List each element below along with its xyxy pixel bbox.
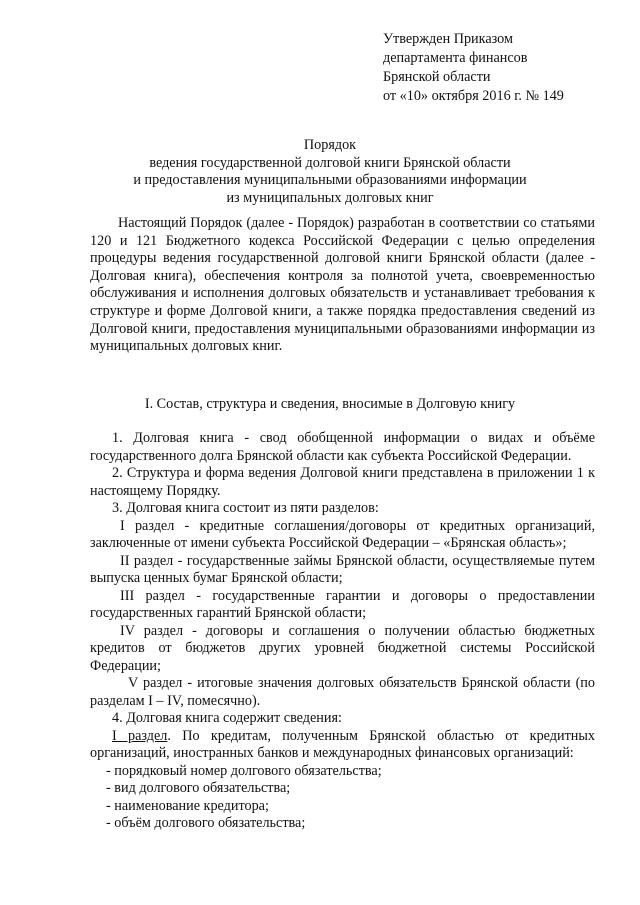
approval-line-3: Брянской области bbox=[383, 69, 491, 85]
section-item-5: V раздел - итоговые значения долговых обязательств Брянской области (по разделам I – IV, помесячно). bbox=[90, 675, 595, 709]
section-heading: I. Состав, структура и сведения, вносимые в Долговую книгу bbox=[144, 396, 516, 412]
paragraph-3: 3. Долговая книга состоит из пяти разделов: bbox=[112, 500, 379, 516]
paragraph-2: 2. Структура и форма ведения Долговой книги представлена в приложении 1 к настоящему Порядку. bbox=[90, 465, 595, 499]
section-item-3: III раздел - государственные гарантии и договоры о предоставлении государственных гарантий Брянской области; bbox=[90, 587, 595, 621]
section-item-1: I раздел - кредитные соглашения/договоры от кредитных организаций, заключенные от имени субъекта Российской Федерации – «Брянская область»; bbox=[90, 517, 595, 551]
title-line-4: из муниципальных долговых книг bbox=[226, 189, 434, 206]
approval-line-4: от «10» октября 2016 г. № 149 bbox=[383, 88, 564, 104]
section-item-4: IV раздел - договоры и соглашения о получении областью бюджетных кредитов от бюджетов других уровней бюджетной системы Российской Федерации; bbox=[90, 622, 595, 674]
title-line-3: и предоставления муниципальными образованиями информации bbox=[133, 172, 527, 188]
subsection-1-text: . По кредитам, полученным Брянской областью от кредитных организаций, иностранных банков и международных финансовых организаций: bbox=[90, 727, 596, 761]
list-item: - вид долгового обязательства; bbox=[106, 780, 291, 796]
list-item: - объём долгового обязательства; bbox=[106, 815, 306, 831]
approval-stamp bbox=[383, 30, 623, 106]
subsection-1 bbox=[90, 728, 595, 763]
intro-paragraph: Настоящий Порядок (далее - Порядок) разработан в соответствии со статьями 120 и 121 Бюджетного кодекса Российской Федерации с целью определения процедуры ведения государственной долговой книги Брянской области (далее - Долговая книга), обеспечения контроля за полнотой учета, своевременностью обслуживания и исполнения долговых обязательств и устанавливает требования к структуре и форме Долговой книги, а также порядка предоставления сведений из Долговой книги, предоставления муниципальными образованиями информации из муниципальных долговых книг. bbox=[90, 215, 595, 355]
subsection-1-label: I раздел bbox=[112, 727, 168, 744]
approval-line-1: Утвержден Приказом bbox=[383, 31, 513, 47]
paragraph-4: 4. Долговая книга содержит сведения: bbox=[112, 710, 342, 726]
document-title bbox=[60, 137, 600, 207]
paragraph-1: 1. Долговая книга - свод обобщенной информации о видах и объёме государственного долга Брянской области как субъекта Российской Федерации. bbox=[90, 430, 595, 464]
list-item: - порядковый номер долгового обязательства; bbox=[106, 762, 382, 779]
list-item: - наименование кредитора; bbox=[106, 797, 269, 814]
title-line-2: ведения государственной долговой книги Брянской области bbox=[149, 154, 511, 171]
approval-line-2: департамента финансов bbox=[383, 50, 528, 66]
section-item-2: II раздел - государственные займы Брянской области, осуществляемые путем выпуска ценных бумаг Брянской области; bbox=[90, 552, 595, 586]
section-body bbox=[90, 430, 595, 833]
title-line-1: Порядок bbox=[303, 137, 357, 153]
